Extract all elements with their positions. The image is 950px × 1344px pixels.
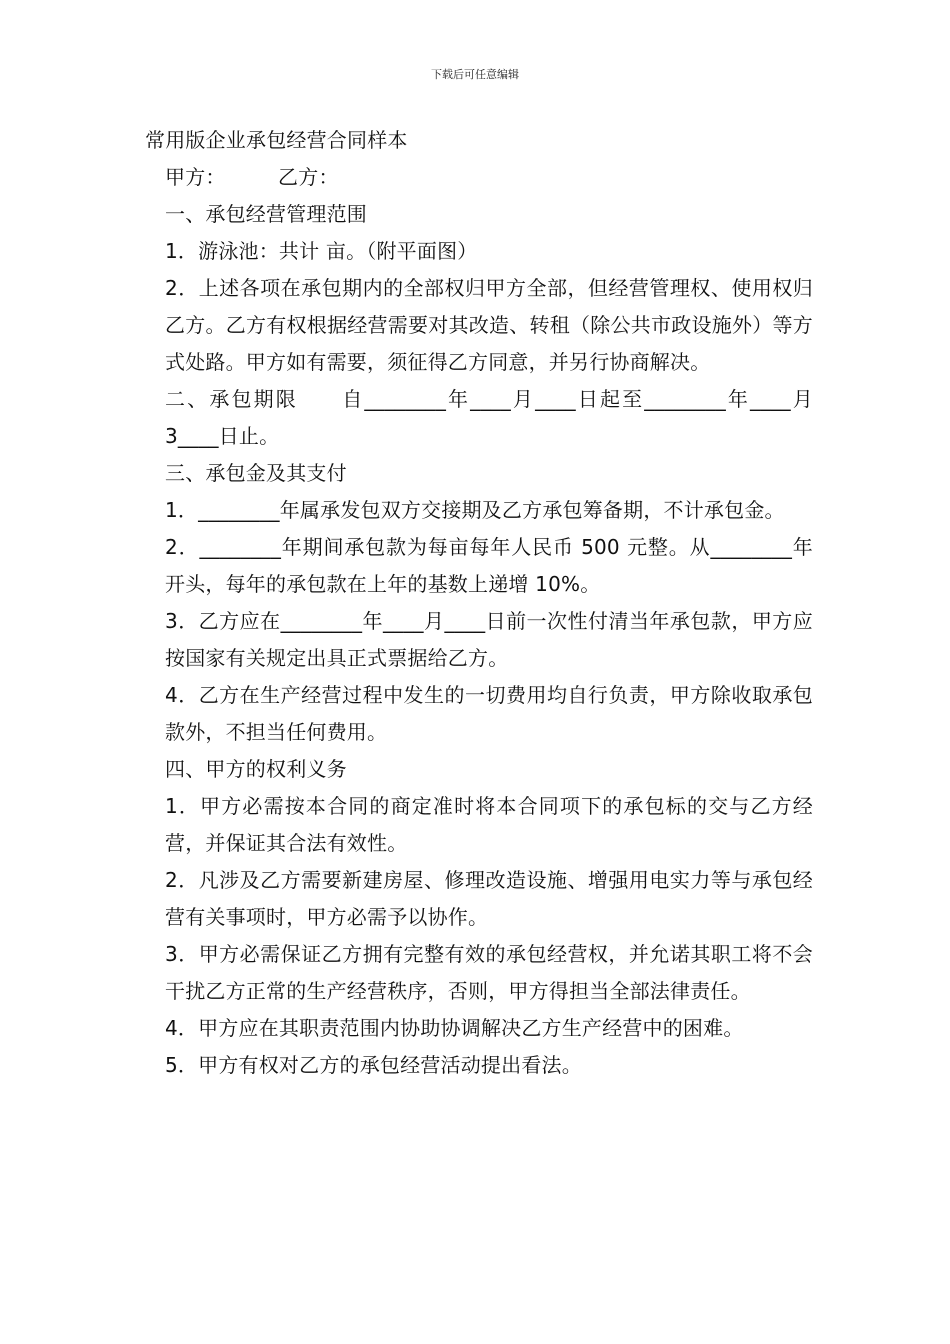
paragraph: 二、承包期限 自________年____月____日起至________年____月 3____日止。 (165, 387, 813, 448)
document-title: 常用版企业承包经营合同样本 (145, 128, 408, 152)
paragraph: 3．甲方必需保证乙方拥有完整有效的承包经营权，并允诺其职工将不会干扰乙方正常的生产经营秩序，否则，甲方得担当全部法律责任。 (165, 942, 813, 1003)
parties-line: 甲方： 乙方： (165, 165, 339, 189)
paragraph: 4．甲方应在其职责范围内协助协调解决乙方生产经营中的困难。 (165, 1016, 744, 1040)
paragraph: 1．甲方必需按本合同的商定准时将本合同项下的承包标的交与乙方经营，并保证其合法有效性。 (165, 794, 813, 855)
page-header: 下载后可任意编辑 (431, 68, 519, 81)
paragraph: 5．甲方有权对乙方的承包经营活动提出看法。 (165, 1053, 582, 1077)
paragraph: 1．游泳池：共计 亩。（附平面图） (165, 239, 478, 263)
paragraph: 2．________年期间承包款为每亩每年人民币 500 元整。从________年开头，每年的承包款在上年的基数上递增 10%。 (165, 535, 813, 596)
paragraph: 四、甲方的权利义务 (165, 757, 347, 781)
paragraph: 2．上述各项在承包期内的全部权归甲方全部，但经营管理权、使用权归乙方。乙方有权根据经营需要对其改造、转租（除公共市政设施外）等方式处路。甲方如有需要，须征得乙方同意，并另行协商解决。 (165, 276, 813, 374)
paragraph: 1．________年属承发包双方交接期及乙方承包筹备期，不计承包金。 (165, 498, 785, 522)
paragraph: 3．乙方应在________年____月____日前一次性付清当年承包款，甲方应按国家有关规定出具正式票据给乙方。 (165, 609, 813, 670)
paragraph: 三、承包金及其支付 (165, 461, 347, 485)
paragraph: 4．乙方在生产经营过程中发生的一切费用均自行负责，甲方除收取承包款外，不担当任何费用。 (165, 683, 813, 744)
document-body (145, 122, 813, 1084)
paragraph: 2．凡涉及乙方需要新建房屋、修理改造设施、增强用电实力等与承包经营有关事项时，甲方必需予以协作。 (165, 868, 813, 929)
paragraph: 一、承包经营管理范围 (165, 202, 367, 226)
